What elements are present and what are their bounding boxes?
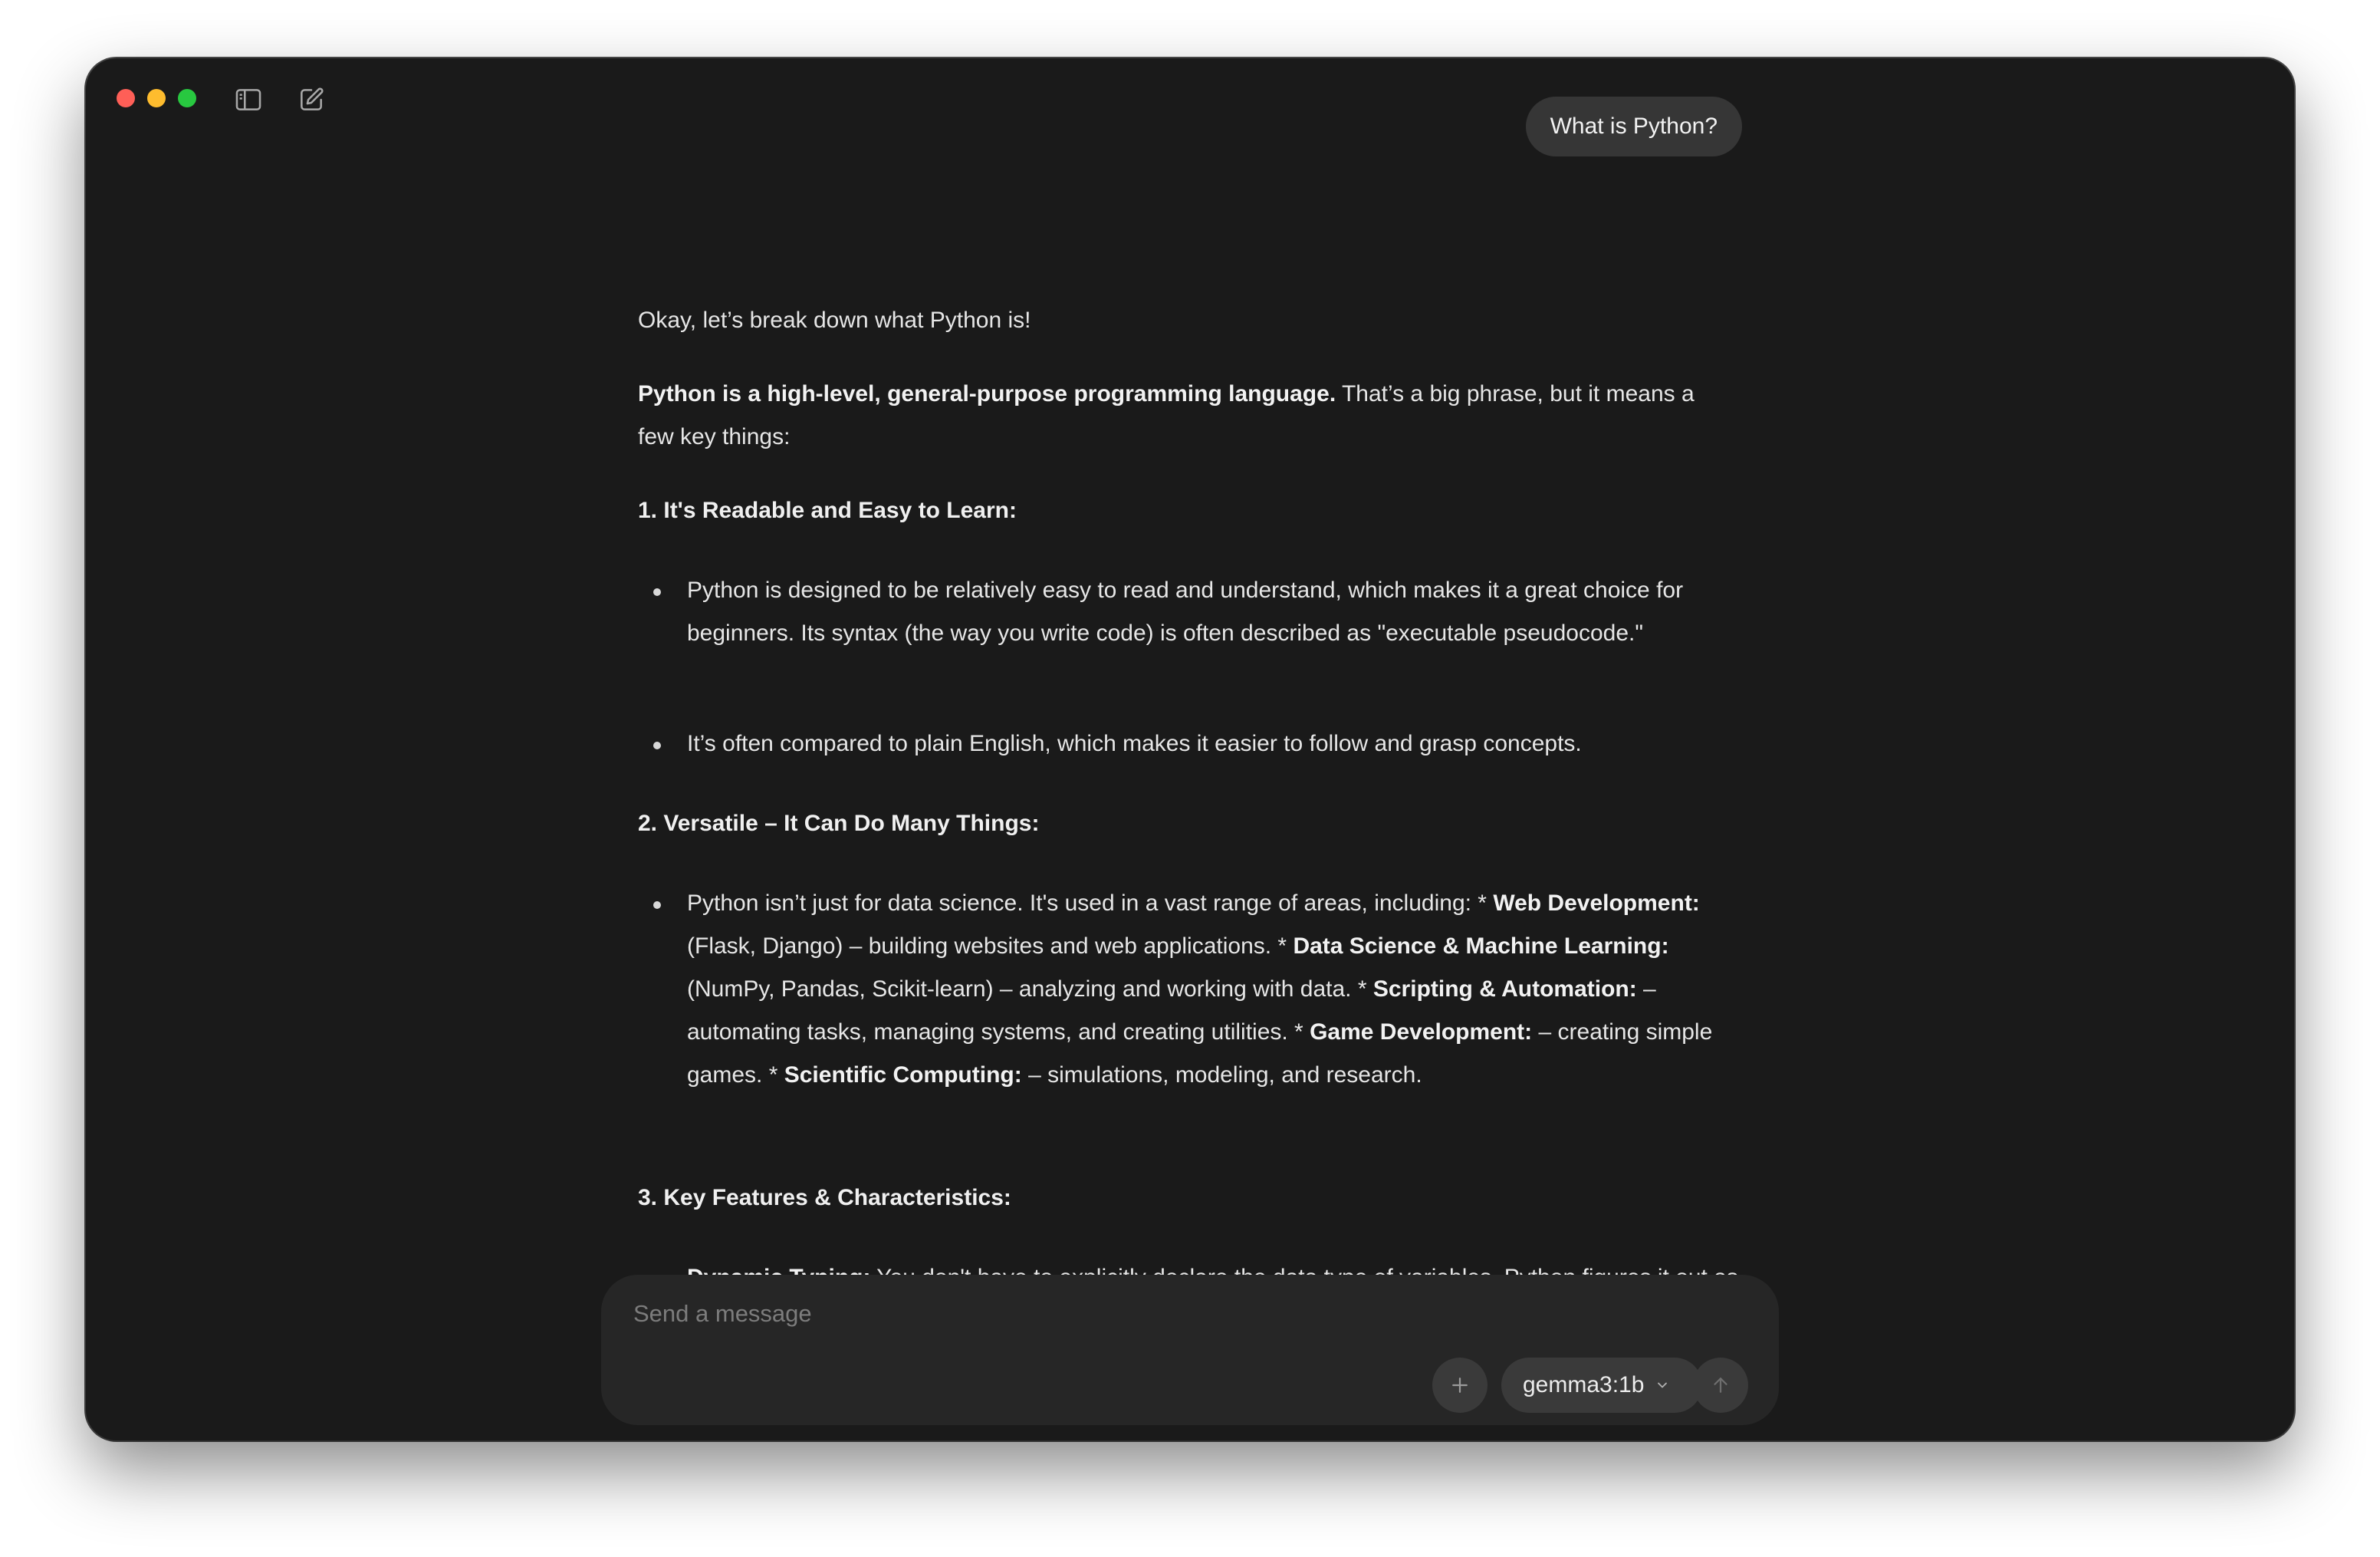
response-summary <box>638 373 1727 459</box>
section-heading-features: 3. Key Features & Characteristics: <box>638 1185 1011 1210</box>
sidebar-toggle-icon <box>234 85 263 114</box>
summary-rest: That’s a big phrase, but it means a few key things: <box>638 381 1695 449</box>
maximize-window-button[interactable] <box>178 89 196 107</box>
list-text: (NumPy, Pandas, Scikit-learn) – analyzing and working with data. * <box>687 976 1373 1002</box>
summary-bold: Python is a high-level, general-purpose programming language. <box>638 381 1336 407</box>
window-controls <box>117 89 196 107</box>
attach-button[interactable] <box>1432 1358 1488 1413</box>
response-intro: Okay, let’s break down what Python is! <box>638 308 1031 333</box>
user-message-bubble: What is Python? <box>1526 97 1742 156</box>
minimize-window-button[interactable] <box>147 89 166 107</box>
message-input[interactable] <box>632 1290 1708 1338</box>
section-heading-versatile: 2. Versatile – It Can Do Many Things: <box>638 811 1040 836</box>
list-bold: Game Development: <box>1310 1019 1533 1045</box>
arrow-up-icon <box>1709 1374 1732 1397</box>
list-bold: Web Development: <box>1493 890 1700 916</box>
assistant-response <box>638 141 1757 1330</box>
list-item: It’s often compared to plain English, which makes it easier to follow and grasp concepts. <box>687 723 1757 765</box>
send-button[interactable] <box>1693 1358 1748 1413</box>
app-window <box>86 58 2294 1440</box>
message-composer <box>601 1275 1779 1425</box>
close-window-button[interactable] <box>117 89 135 107</box>
list-bold: Scientific Computing: <box>784 1062 1022 1088</box>
plus-icon <box>1448 1374 1471 1397</box>
list-text: – simulations, modeling, and research. <box>1021 1062 1422 1088</box>
list-text: (Flask, Django) – building websites and web applications. * <box>687 933 1294 959</box>
list-bold: Data Science & Machine Learning: <box>1293 933 1669 959</box>
chevron-down-icon <box>1655 1378 1670 1393</box>
list-item: Python is designed to be relatively easy to read and understand, which makes it a great choice for beginners. Its syntax (the way you write code) is often described as "executable pseudocode." <box>687 569 1757 655</box>
section-heading-readable: 1. It's Readable and Easy to Learn: <box>638 498 1017 523</box>
list-item <box>687 882 1757 1097</box>
sidebar-toggle-button[interactable] <box>233 84 264 115</box>
list-text: – creating simple games. * <box>687 1019 1713 1088</box>
list-text: Python isn’t just for data science. It's used in a vast range of areas, including: * <box>687 890 1494 916</box>
new-chat-icon <box>297 85 326 114</box>
model-name: gemma3:1b <box>1523 1372 1645 1397</box>
list-text: – automating tasks, managing systems, and creating utilities. * <box>687 976 1656 1045</box>
list-bold: Scripting & Automation: <box>1372 976 1637 1002</box>
new-chat-button[interactable] <box>296 84 327 115</box>
model-selector[interactable] <box>1501 1358 1702 1413</box>
